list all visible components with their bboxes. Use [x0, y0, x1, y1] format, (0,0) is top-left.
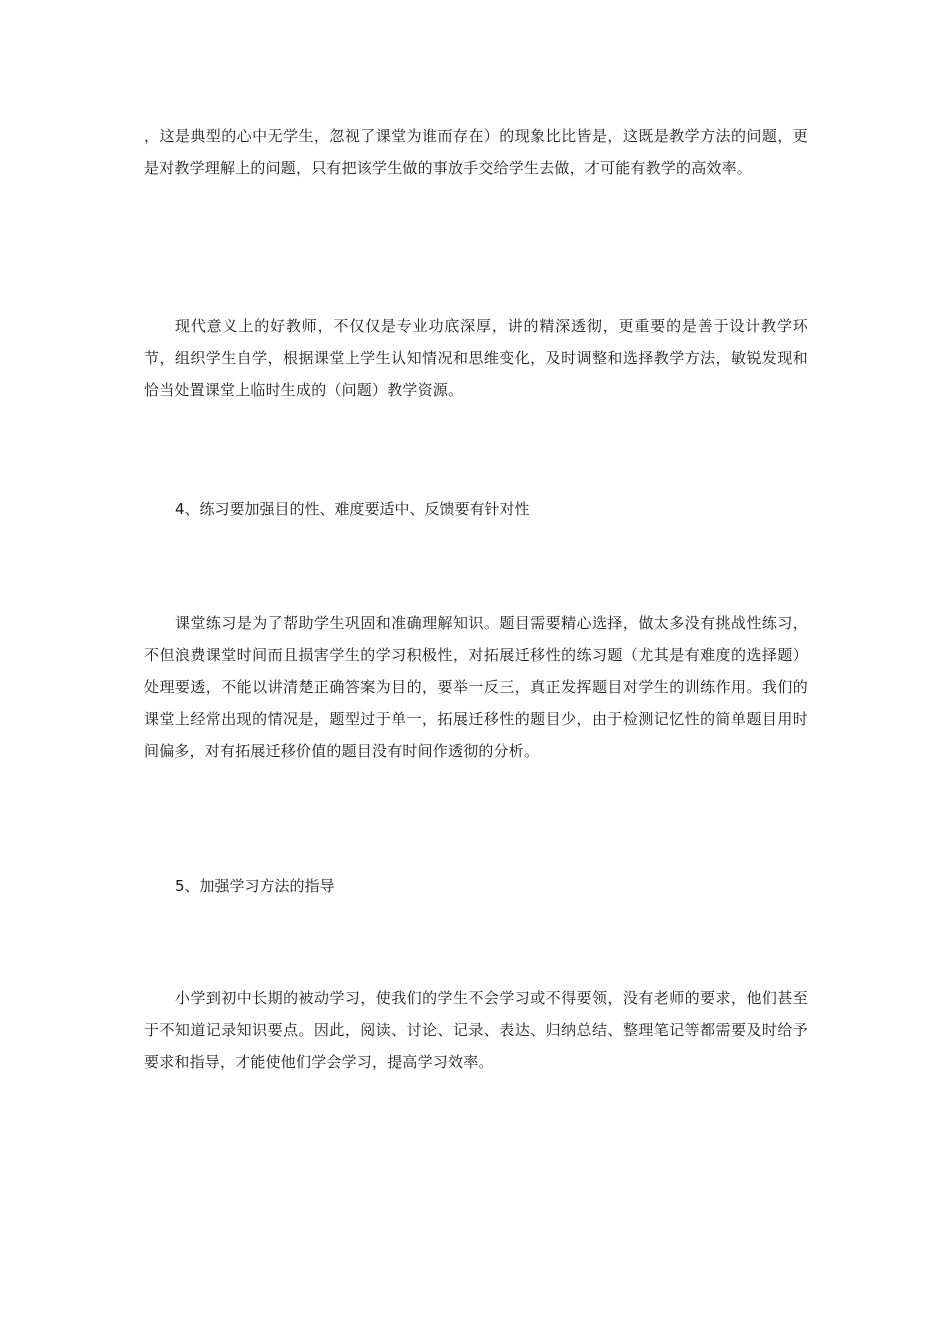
paragraph-learning-methods: 小学到初中长期的被动学习，使我们的学生不会学习或不得要领，没有老师的要求，他们甚至于不知道记录知识要点。因此，阅读、讨论、记录、表达、归纳总结、整理笔记等都需要及时给予要求和指导，才能使他们学会学习，提高学习效率。 [144, 989, 808, 1071]
section-heading-4: 4、练习要加强目的性、难度要适中、反馈要有针对性 [175, 500, 530, 518]
section-heading-5: 5、加强学习方法的指导 [175, 877, 335, 895]
paragraph-classroom-practice: 课堂练习是为了帮助学生巩固和准确理解知识。题目需要精心选择，做太多没有挑战性练习，不但浪费课堂时间而且损害学生的学习积极性，对拓展迁移性的练习题（尤其是有难度的选择题）处理要透，不能以讲清楚正确答案为目的，要举一反三，真正发挥题目对学生的训练作用。我们的课堂上经常出现的情况是，题型过于单一，拓展迁移性的题目少，由于检测记忆性的简单题目用时间偏多，对有拓展迁移价值的题目没有时间作透彻的分析。 [144, 614, 808, 760]
paragraph-good-teacher: 现代意义上的好教师，不仅仅是专业功底深厚，讲的精深透彻，更重要的是善于设计教学环节，组织学生自学，根据课堂上学生认知情况和思维变化，及时调整和选择教学方法，敏锐发现和恰当处置课堂上临时生成的（问题）教学资源。 [144, 317, 808, 399]
paragraph-teaching-efficiency: ，这是典型的心中无学生，忽视了课堂为谁而存在）的现象比比皆是，这既是教学方法的问题，更是对教学理解上的问题，只有把该学生做的事放手交给学生去做，才可能有教学的高效率。 [144, 127, 808, 177]
